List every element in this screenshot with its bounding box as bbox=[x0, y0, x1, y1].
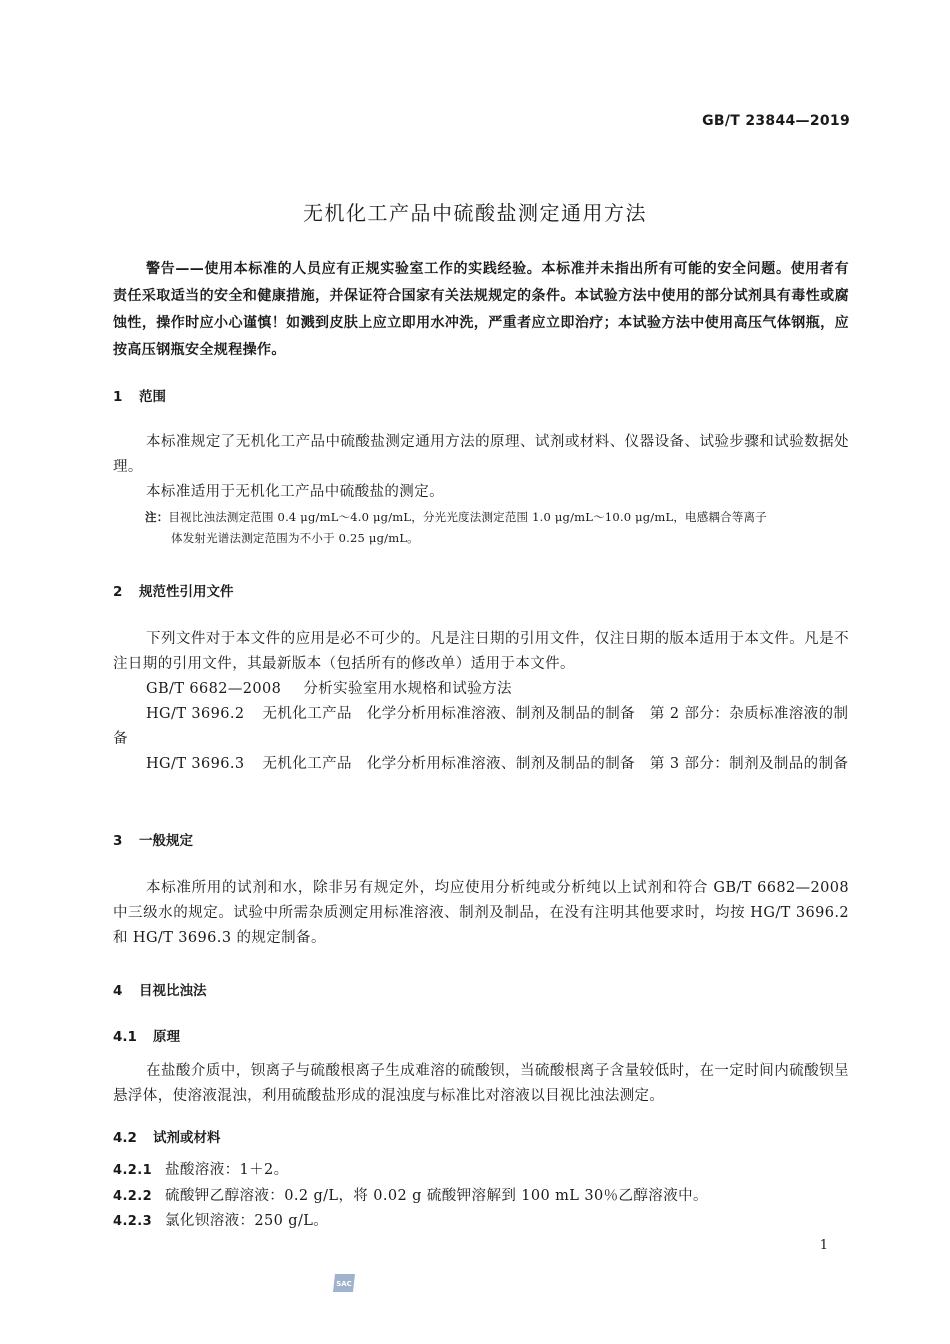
section-4-heading bbox=[113, 979, 207, 999]
item-number: 4.2.1 bbox=[113, 1163, 153, 1178]
reference-title: 分析实验室用水规格和试验方法 bbox=[303, 681, 512, 697]
reference-title: 无机化工产品 化学分析用标准溶液、制剂及制品的制备 第 3 部分：制剂及制品的制备 bbox=[262, 756, 849, 772]
normative-references-intro: 下列文件对于本文件的应用是必不可少的。凡是注日期的引用文件，仅注日期的版本适用于本文件。凡是不注日期的引用文件，其最新版本（包括所有的修改单）适用于本文件。 bbox=[113, 631, 849, 672]
sac-logo-icon bbox=[331, 1272, 357, 1294]
document-title: 无机化工产品中硫酸盐测定通用方法 bbox=[303, 201, 647, 225]
page-number: 1 bbox=[819, 1238, 828, 1253]
reagent-item bbox=[113, 1158, 289, 1183]
reference-code: HG/T 3696.3 bbox=[146, 756, 245, 772]
note-line-1: 目视比浊法测定范围 0.4 μg/mL～4.0 μg/mL，分光光度法测定范围 1.0 μg/mL～10.0 μg/mL，电感耦合等离子 bbox=[168, 510, 767, 524]
subsection-title: 原理 bbox=[153, 1029, 180, 1045]
item-text: 盐酸溶液：1＋2。 bbox=[165, 1162, 289, 1178]
reference-item bbox=[113, 752, 849, 777]
subsection-4-2-heading bbox=[113, 1126, 221, 1146]
svg-text:SAC: SAC bbox=[336, 1280, 352, 1288]
reference-code: HG/T 3696.2 bbox=[146, 706, 245, 722]
note-line-2: 体发射光谱法测定范围为不小于 0.25 μg/mL。 bbox=[171, 531, 419, 545]
reference-code: GB/T 6682—2008 bbox=[146, 681, 282, 697]
reagent-item bbox=[113, 1209, 328, 1234]
scope-paragraph-2: 本标准适用于无机化工产品中硫酸盐的测定。 bbox=[146, 484, 444, 500]
general-rules-paragraph: 本标准所用的试剂和水，除非另有规定外，均应使用分析纯或分析纯以上试剂和符合 GB/T 6682—2008 中三级水的规定。试验中所需杂质测定用标准溶液、制剂及制品，在没有注明其他要求时，均按 HG/T 3696.2 和 HG/T 3696.3 的规定制备。 bbox=[113, 880, 849, 946]
note-label: 注： bbox=[145, 510, 169, 524]
scope-note bbox=[145, 507, 849, 549]
subsection-title: 试剂或材料 bbox=[153, 1130, 221, 1146]
section-3-heading bbox=[113, 829, 193, 849]
section-2-heading bbox=[113, 580, 234, 600]
reference-item bbox=[113, 702, 849, 752]
standard-code: GB/T 23844—2019 bbox=[702, 113, 850, 129]
section-title: 规范性引用文件 bbox=[139, 584, 234, 600]
section-title: 目视比浊法 bbox=[139, 983, 207, 999]
section-title: 一般规定 bbox=[139, 833, 193, 849]
scope-paragraph-1: 本标准规定了无机化工产品中硫酸盐测定通用方法的原理、试剂或材料、仪器设备、试验步骤和试验数据处理。 bbox=[113, 434, 849, 475]
section-number: 3 bbox=[113, 833, 123, 849]
principle-paragraph: 在盐酸介质中，钡离子与硫酸根离子生成难溶的硫酸钡，当硫酸根离子含量较低时，在一定时间内硫酸钡呈悬浮体，使溶液混浊，利用硫酸盐形成的混浊度与标准比对溶液以目视比浊法测定。 bbox=[113, 1063, 849, 1104]
subsection-number: 4.1 bbox=[113, 1029, 137, 1045]
reference-title: 无机化工产品 化学分析用标准溶液、制剂及制品的制备 第 2 部分：杂质标准溶液的制备 bbox=[113, 706, 849, 747]
item-text: 氯化钡溶液：250 g/L。 bbox=[165, 1213, 329, 1229]
item-number: 4.2.2 bbox=[113, 1189, 153, 1204]
section-1-heading bbox=[113, 385, 166, 405]
section-number: 2 bbox=[113, 584, 123, 600]
subsection-4-1-heading bbox=[113, 1025, 180, 1045]
safety-warning: 警告——使用本标准的人员应有正规实验室工作的实践经验。本标准并未指出所有可能的安全问题。使用者有责任采取适当的安全和健康措施，并保证符合国家有关法规规定的条件。本试验方法中使用的部分试剂具有毒性或腐蚀性，操作时应小心谨慎！如溅到皮肤上应立即用水冲洗，严重者应立即治疗；本试验方法中使用高压气体钢瓶，应按高压钢瓶安全规程操作。 bbox=[113, 261, 849, 358]
item-text: 硫酸钾乙醇溶液：0.2 g/L，将 0.02 g 硫酸钾溶解到 100 mL 30％乙醇溶液中。 bbox=[165, 1188, 708, 1204]
reference-item bbox=[146, 677, 512, 702]
item-number: 4.2.3 bbox=[113, 1214, 153, 1229]
subsection-number: 4.2 bbox=[113, 1130, 137, 1146]
section-number: 1 bbox=[113, 389, 123, 405]
section-number: 4 bbox=[113, 983, 123, 999]
reagent-item bbox=[113, 1184, 708, 1209]
section-title: 范围 bbox=[139, 389, 166, 405]
